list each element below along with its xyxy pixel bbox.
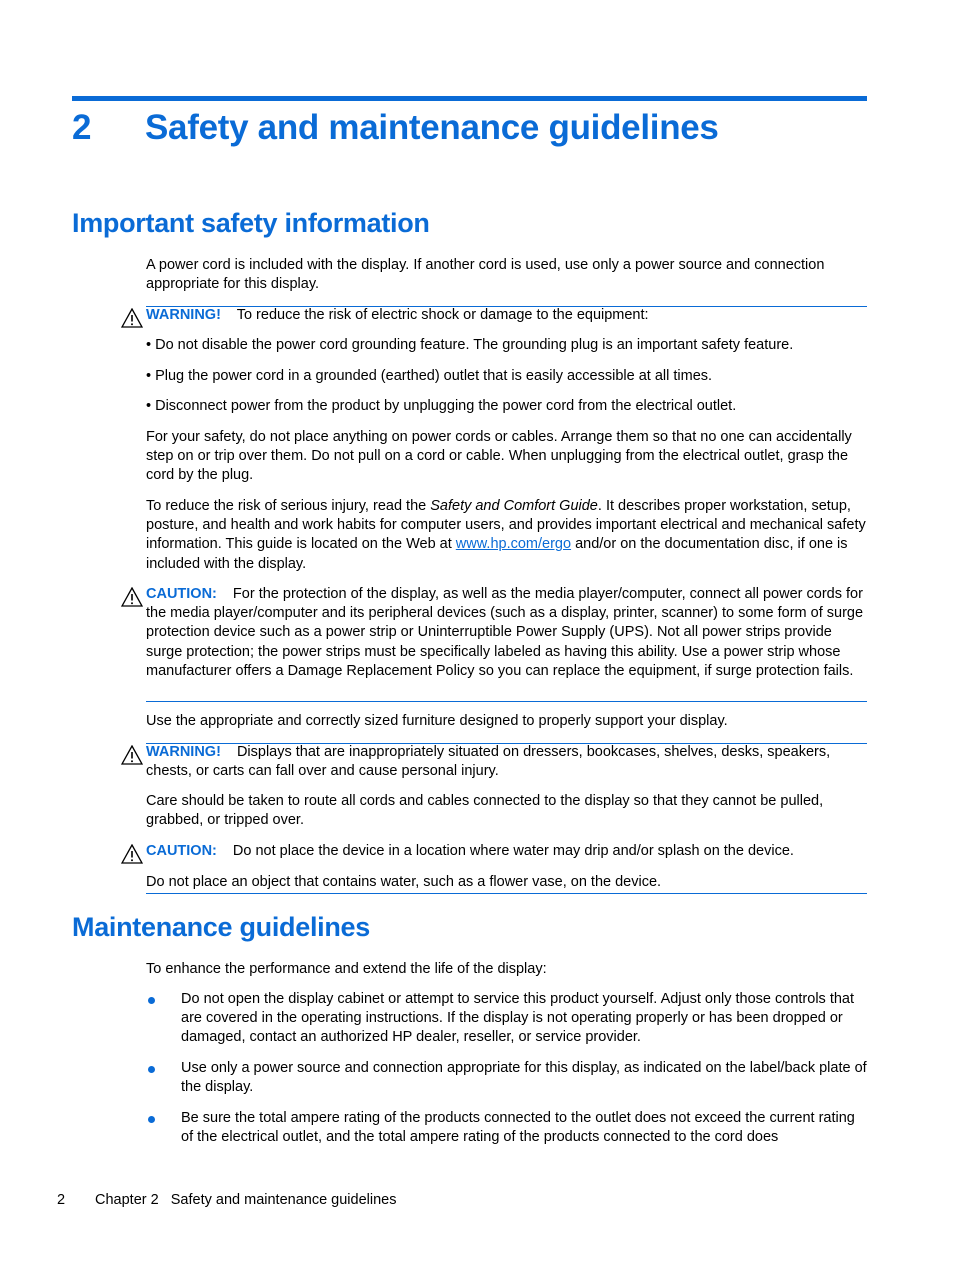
furniture-paragraph: Use the appropriate and correctly sized furniture designed to properly support your display.	[146, 713, 728, 729]
page-number: 2	[57, 1192, 66, 1208]
warning-triangle-icon	[121, 745, 143, 765]
cord-safety-paragraph: For your safety, do not place anything on power cords or cables. Arrange them so that no one can accidentally step on or trip over them. Do not pull on a cord or cable. When unplugging from the electrical outlet, grasp the cord by the plug.	[146, 429, 852, 484]
caution-text: For the protection of the display, as well as the media player/computer, connect all power cords for the media player/computer and its peripheral devices (such as a display, printer, scanner) to some form of surge protection device such as a power strip or Uninterruptible Power Supply (UPS). Not all power strips provide surge protection; the power strips must be specifically labeled as having this ability. Use a power strip whose manufacturer offers a Damage Replacement Policy so you can replace the equipment, if surge protection fails.	[146, 586, 864, 679]
warning-text: To reduce the risk of electric shock or damage to the equipment:	[236, 307, 649, 323]
chapter-top-rule	[72, 96, 867, 101]
bullet-icon	[148, 997, 155, 1004]
safety-guide-paragraph	[146, 497, 868, 574]
warning-bullet: • Do not disable the power cord grounding feature. The grounding plug is an important safety feature.	[146, 337, 794, 353]
warning-2	[146, 743, 868, 781]
footer-chapter-title: Chapter 2 Safety and maintenance guidelines	[95, 1192, 397, 1208]
caution-bottom-rule	[146, 893, 867, 894]
cable-routing-paragraph: Care should be taken to route all cords and cables connected to the display so that they cannot be pulled, grabbed, or tripped over.	[146, 793, 824, 829]
caution-triangle-icon	[121, 844, 143, 864]
bullet-icon	[148, 1066, 155, 1073]
chapter-number: 2	[72, 108, 92, 147]
caution-2	[146, 842, 868, 861]
caution-triangle-icon	[121, 587, 143, 607]
water-paragraph: Do not place an object that contains water, such as a flower vase, on the device.	[146, 874, 662, 890]
list-item: Do not open the display cabinet or attempt to service this product yourself. Adjust only those controls that are covered in the operating instructions. If the display is not operating properly or has been dropped or damaged, contact an authorized HP dealer, reseller, or service provider.	[181, 991, 855, 1046]
caution-bottom-rule	[146, 701, 867, 702]
list-item: Use only a power source and connection appropriate for this display, as indicated on the label/back plate of the display.	[181, 1060, 867, 1096]
section-heading-safety: Important safety information	[72, 208, 430, 238]
caution-label: CAUTION:	[146, 843, 217, 859]
warning-bullet: • Disconnect power from the product by unplugging the power cord from the electrical outlet.	[146, 398, 737, 414]
ergo-link[interactable]: www.hp.com/ergo	[455, 536, 572, 553]
caution-label: CAUTION:	[146, 586, 217, 602]
text-run: To reduce the risk of serious injury, read the	[146, 498, 431, 514]
section-heading-maintenance: Maintenance guidelines	[72, 912, 370, 942]
caution-1	[146, 585, 868, 681]
list-item: Be sure the total ampere rating of the products connected to the outlet does not exceed the current rating of the electrical outlet, and the total ampere rating of the products connected to the cord does	[181, 1110, 855, 1146]
warning-text: Displays that are inappropriately situated on dressers, bookcases, shelves, desks, speakers, chests, or carts can fall over and cause personal injury.	[146, 744, 831, 780]
warning-label: WARNING!	[146, 744, 221, 760]
warning-bullet: • Plug the power cord in a grounded (earthed) outlet that is easily accessible at all times.	[146, 368, 713, 384]
chapter-title: Safety and maintenance guidelines	[145, 108, 719, 147]
warning-label: WARNING!	[146, 307, 221, 323]
guide-title: Safety and Comfort Guide	[430, 498, 598, 514]
warning-triangle-icon	[121, 308, 143, 328]
text-run: and/or on the documentation disc, if one is included with the display.	[146, 536, 848, 572]
safety-intro: A power cord is included with the display. If another cord is used, use only a power source and connection appropriate for this display.	[146, 257, 825, 293]
maintenance-intro: To enhance the performance and extend the life of the display:	[146, 961, 547, 977]
text-run: . It describes proper workstation, setup, posture, and health and work habits for computer users, and provides important electrical and mechanical safety information. This guide is located on the Web at	[146, 498, 866, 553]
bullet-icon	[148, 1116, 155, 1123]
warning-1	[146, 306, 868, 325]
caution-text: Do not place the device in a location where water may drip and/or splash on the device.	[232, 843, 794, 859]
